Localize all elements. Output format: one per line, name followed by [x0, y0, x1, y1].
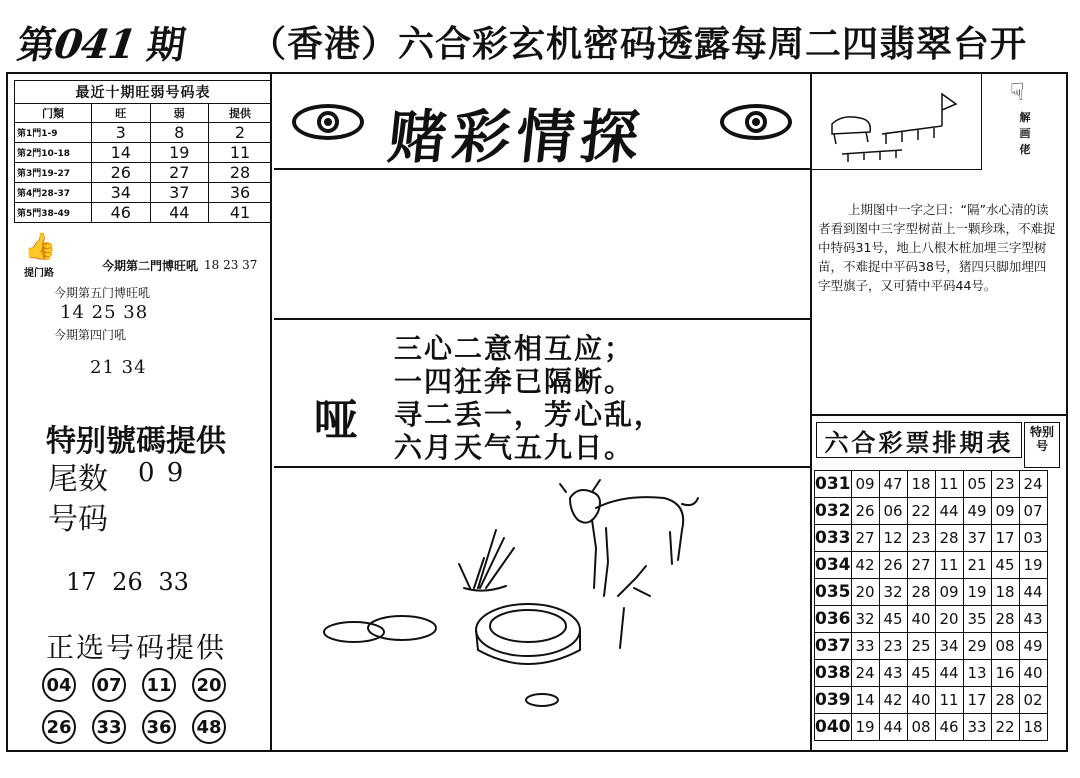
cell-ruo: 44 — [150, 203, 209, 223]
number-ball: 48 — [192, 710, 226, 744]
cell-tigong: 2 — [209, 123, 272, 143]
blank-panel — [274, 170, 810, 320]
schedule-number: 46 — [935, 714, 963, 741]
schedule-table — [814, 470, 1048, 741]
schedule-number: 35 — [963, 606, 991, 633]
schedule-number: 44 — [879, 714, 907, 741]
cell-tigong: 28 — [209, 163, 272, 183]
history-table — [14, 80, 272, 223]
schedule-issue: 038 — [815, 660, 852, 687]
logo-banner — [274, 74, 810, 170]
pointing-hand-icon: ☟ — [1010, 78, 1025, 106]
schedule-number: 49 — [1019, 633, 1047, 660]
schedule-number: 47 — [879, 471, 907, 498]
selection-balls — [42, 668, 272, 744]
schedule-number: 17 — [991, 525, 1019, 552]
issue-number: 041 — [51, 21, 139, 68]
table-row — [815, 606, 1048, 633]
logo-title: 赌彩情探 — [384, 103, 649, 171]
schedule-issue: 031 — [815, 471, 852, 498]
schedule-issue: 032 — [815, 498, 852, 525]
table-row — [815, 687, 1048, 714]
schedule-number: 19 — [851, 714, 879, 741]
schedule-number: 27 — [907, 552, 935, 579]
history-col-header: 旺 — [92, 104, 151, 123]
cell-wang: 26 — [92, 163, 151, 183]
schedule-number: 06 — [879, 498, 907, 525]
schedule-number: 26 — [851, 498, 879, 525]
history-col-header: 提供 — [209, 104, 272, 123]
selection-title: 正选号码提供 — [46, 631, 227, 664]
schedule-number: 44 — [1019, 579, 1047, 606]
schedule-number: 24 — [1019, 471, 1047, 498]
schedule-number: 19 — [1019, 552, 1047, 579]
second-gate-label: 今期第二門博旺吼 — [102, 259, 199, 273]
cell-wang: 34 — [92, 183, 151, 203]
riddle-poem — [394, 332, 664, 464]
schedule-number: 23 — [991, 471, 1019, 498]
schedule-number: 12 — [879, 525, 907, 552]
schedule-number: 24 — [851, 660, 879, 687]
schedule-number: 17 — [963, 687, 991, 714]
schedule-number: 45 — [879, 606, 907, 633]
explain-label: 解画佬 — [1019, 111, 1031, 156]
page-header — [10, 4, 1070, 68]
schedule-issue: 035 — [815, 579, 852, 606]
schedule-number: 16 — [991, 660, 1019, 687]
hint-label: 提门路 — [24, 268, 54, 279]
row-label: 第2門10-18 — [15, 143, 92, 163]
schedule-number: 18 — [991, 579, 1019, 606]
schedule-number: 08 — [907, 714, 935, 741]
center-column — [274, 74, 810, 750]
cell-wang: 46 — [92, 203, 151, 223]
poem-line: 三心二意相互应； — [394, 332, 635, 365]
schedule-number: 40 — [1019, 660, 1047, 687]
schedule-number: 09 — [851, 471, 879, 498]
schedule-number: 40 — [907, 687, 935, 714]
schedule-number: 29 — [963, 633, 991, 660]
code-numbers: 17 26 33 — [66, 568, 189, 596]
schedule-number: 32 — [851, 606, 879, 633]
schedule-number: 14 — [851, 687, 879, 714]
row-label: 第1門1-9 — [15, 123, 92, 143]
page-title: （香港）六合彩玄机密码透露每周二四翡翠台开 — [250, 24, 1028, 65]
schedule-number: 26 — [879, 552, 907, 579]
number-ball: 20 — [192, 668, 226, 702]
table-row — [815, 525, 1048, 552]
schedule-number: 21 — [963, 552, 991, 579]
issue-prefix: 第 — [14, 22, 58, 67]
schedule-number: 33 — [851, 633, 879, 660]
schedule-number: 23 — [907, 525, 935, 552]
special-number-title: 特别號碼提供 — [46, 424, 226, 459]
history-col-header: 门類 — [15, 104, 92, 123]
schedule-number: 28 — [991, 687, 1019, 714]
schedule-number: 22 — [907, 498, 935, 525]
eye-icon — [720, 104, 792, 140]
table-row — [815, 471, 1048, 498]
schedule-number: 43 — [879, 660, 907, 687]
schedule-number: 42 — [879, 687, 907, 714]
clue-picture — [812, 74, 982, 170]
table-row — [815, 660, 1048, 687]
cell-wang: 3 — [92, 123, 151, 143]
schedule-issue: 034 — [815, 552, 852, 579]
riddle-character: 哑 — [314, 395, 358, 446]
cell-tigong: 41 — [209, 203, 272, 223]
cell-ruo: 8 — [150, 123, 209, 143]
schedule-issue: 037 — [815, 633, 852, 660]
illustration — [274, 468, 810, 750]
thumbs-up-icon: 👍 — [24, 232, 57, 262]
poem-line: 一四狂奔已隔断。 — [394, 365, 635, 398]
cell-wang: 14 — [92, 143, 151, 163]
schedule-number: 44 — [935, 660, 963, 687]
schedule-number: 33 — [963, 714, 991, 741]
schedule-number: 34 — [935, 633, 963, 660]
row-label: 第4門28-37 — [15, 183, 92, 203]
schedule-number: 44 — [935, 498, 963, 525]
code-label: 号码 — [48, 502, 108, 537]
table-row — [815, 552, 1048, 579]
schedule-number: 27 — [851, 525, 879, 552]
schedule-number: 32 — [879, 579, 907, 606]
schedule-number: 45 — [907, 660, 935, 687]
schedule-number: 02 — [1019, 687, 1047, 714]
schedule-number: 49 — [963, 498, 991, 525]
fifth-gate-numbers: 14 25 38 — [60, 302, 149, 323]
schedule-number: 11 — [935, 687, 963, 714]
last-issue-explanation: 上期图中一字之曰：“隔”水心清的读者看到图中三字型树苗上一颗珍珠，不难捉中特码31号，地上八根木桩加埋三字型树苗，不难捉中平码38号，猪四只脚加埋四字型旗子，又可猜中平码44号。 — [818, 202, 1056, 293]
table-row — [15, 143, 272, 163]
cell-ruo: 37 — [150, 183, 209, 203]
schedule-issue: 033 — [815, 525, 852, 552]
pig-fence-sketch — [812, 74, 982, 170]
table-row — [15, 183, 272, 203]
schedule-number: 25 — [907, 633, 935, 660]
poem-line: 六月天气五九日。 — [394, 431, 635, 464]
fifth-gate-label: 今期第五门博旺吼 — [54, 286, 151, 300]
schedule-number: 37 — [963, 525, 991, 552]
schedule-panel — [812, 414, 1068, 737]
left-column — [8, 74, 272, 750]
schedule-number: 40 — [907, 606, 935, 633]
schedule-issue: 040 — [815, 714, 852, 741]
schedule-number: 05 — [963, 471, 991, 498]
schedule-number: 28 — [991, 606, 1019, 633]
schedule-number: 28 — [907, 579, 935, 606]
number-ball: 36 — [142, 710, 176, 744]
schedule-number: 43 — [1019, 606, 1047, 633]
schedule-number: 09 — [991, 498, 1019, 525]
special-number-label: 特别号 — [1024, 422, 1060, 468]
schedule-number: 28 — [935, 525, 963, 552]
fourth-gate-label: 今期第四门吼 — [54, 328, 127, 342]
eye-icon — [292, 104, 364, 140]
history-col-header: 弱 — [150, 104, 209, 123]
goat-illustration — [274, 468, 810, 750]
schedule-title: 六合彩票排期表 — [816, 422, 1022, 458]
fourth-gate-numbers: 21 34 — [90, 357, 147, 378]
tail-label: 尾数 — [48, 462, 108, 497]
schedule-number: 20 — [851, 579, 879, 606]
row-label: 第3門19-27 — [15, 163, 92, 183]
number-ball: 11 — [142, 668, 176, 702]
schedule-number: 08 — [991, 633, 1019, 660]
schedule-number: 45 — [991, 552, 1019, 579]
schedule-issue: 039 — [815, 687, 852, 714]
number-ball: 33 — [92, 710, 126, 744]
tail-value: 0 9 — [138, 458, 186, 488]
second-gate-numbers: 18 23 37 — [204, 258, 258, 272]
schedule-number: 22 — [991, 714, 1019, 741]
schedule-number: 09 — [935, 579, 963, 606]
cell-ruo: 27 — [150, 163, 209, 183]
table-row — [15, 123, 272, 143]
schedule-number: 42 — [851, 552, 879, 579]
number-ball: 26 — [42, 710, 76, 744]
history-table-caption: 最近十期旺弱号码表 — [14, 80, 272, 103]
right-column — [810, 74, 1068, 750]
table-row — [815, 579, 1048, 606]
cell-tigong: 36 — [209, 183, 272, 203]
schedule-number: 03 — [1019, 525, 1047, 552]
cell-tigong: 11 — [209, 143, 272, 163]
schedule-number: 19 — [963, 579, 991, 606]
schedule-number: 20 — [935, 606, 963, 633]
schedule-number: 07 — [1019, 498, 1047, 525]
cell-ruo: 19 — [150, 143, 209, 163]
riddle-panel — [274, 320, 810, 468]
schedule-issue: 036 — [815, 606, 852, 633]
number-ball: 07 — [92, 668, 126, 702]
issue-suffix: 期 — [144, 22, 188, 67]
schedule-number: 13 — [963, 660, 991, 687]
row-label: 第5門38-49 — [15, 203, 92, 223]
table-row — [815, 714, 1048, 741]
schedule-number: 18 — [907, 471, 935, 498]
history-table-header-row — [15, 104, 272, 123]
table-row — [815, 498, 1048, 525]
table-row — [15, 163, 272, 183]
schedule-number: 11 — [935, 552, 963, 579]
issue-label — [14, 14, 188, 69]
table-row — [15, 203, 272, 223]
poem-line: 寻二丢一，芳心乱， — [394, 398, 665, 431]
table-row — [815, 633, 1048, 660]
number-ball: 04 — [42, 668, 76, 702]
schedule-number: 23 — [879, 633, 907, 660]
schedule-number: 18 — [1019, 714, 1047, 741]
schedule-number: 11 — [935, 471, 963, 498]
